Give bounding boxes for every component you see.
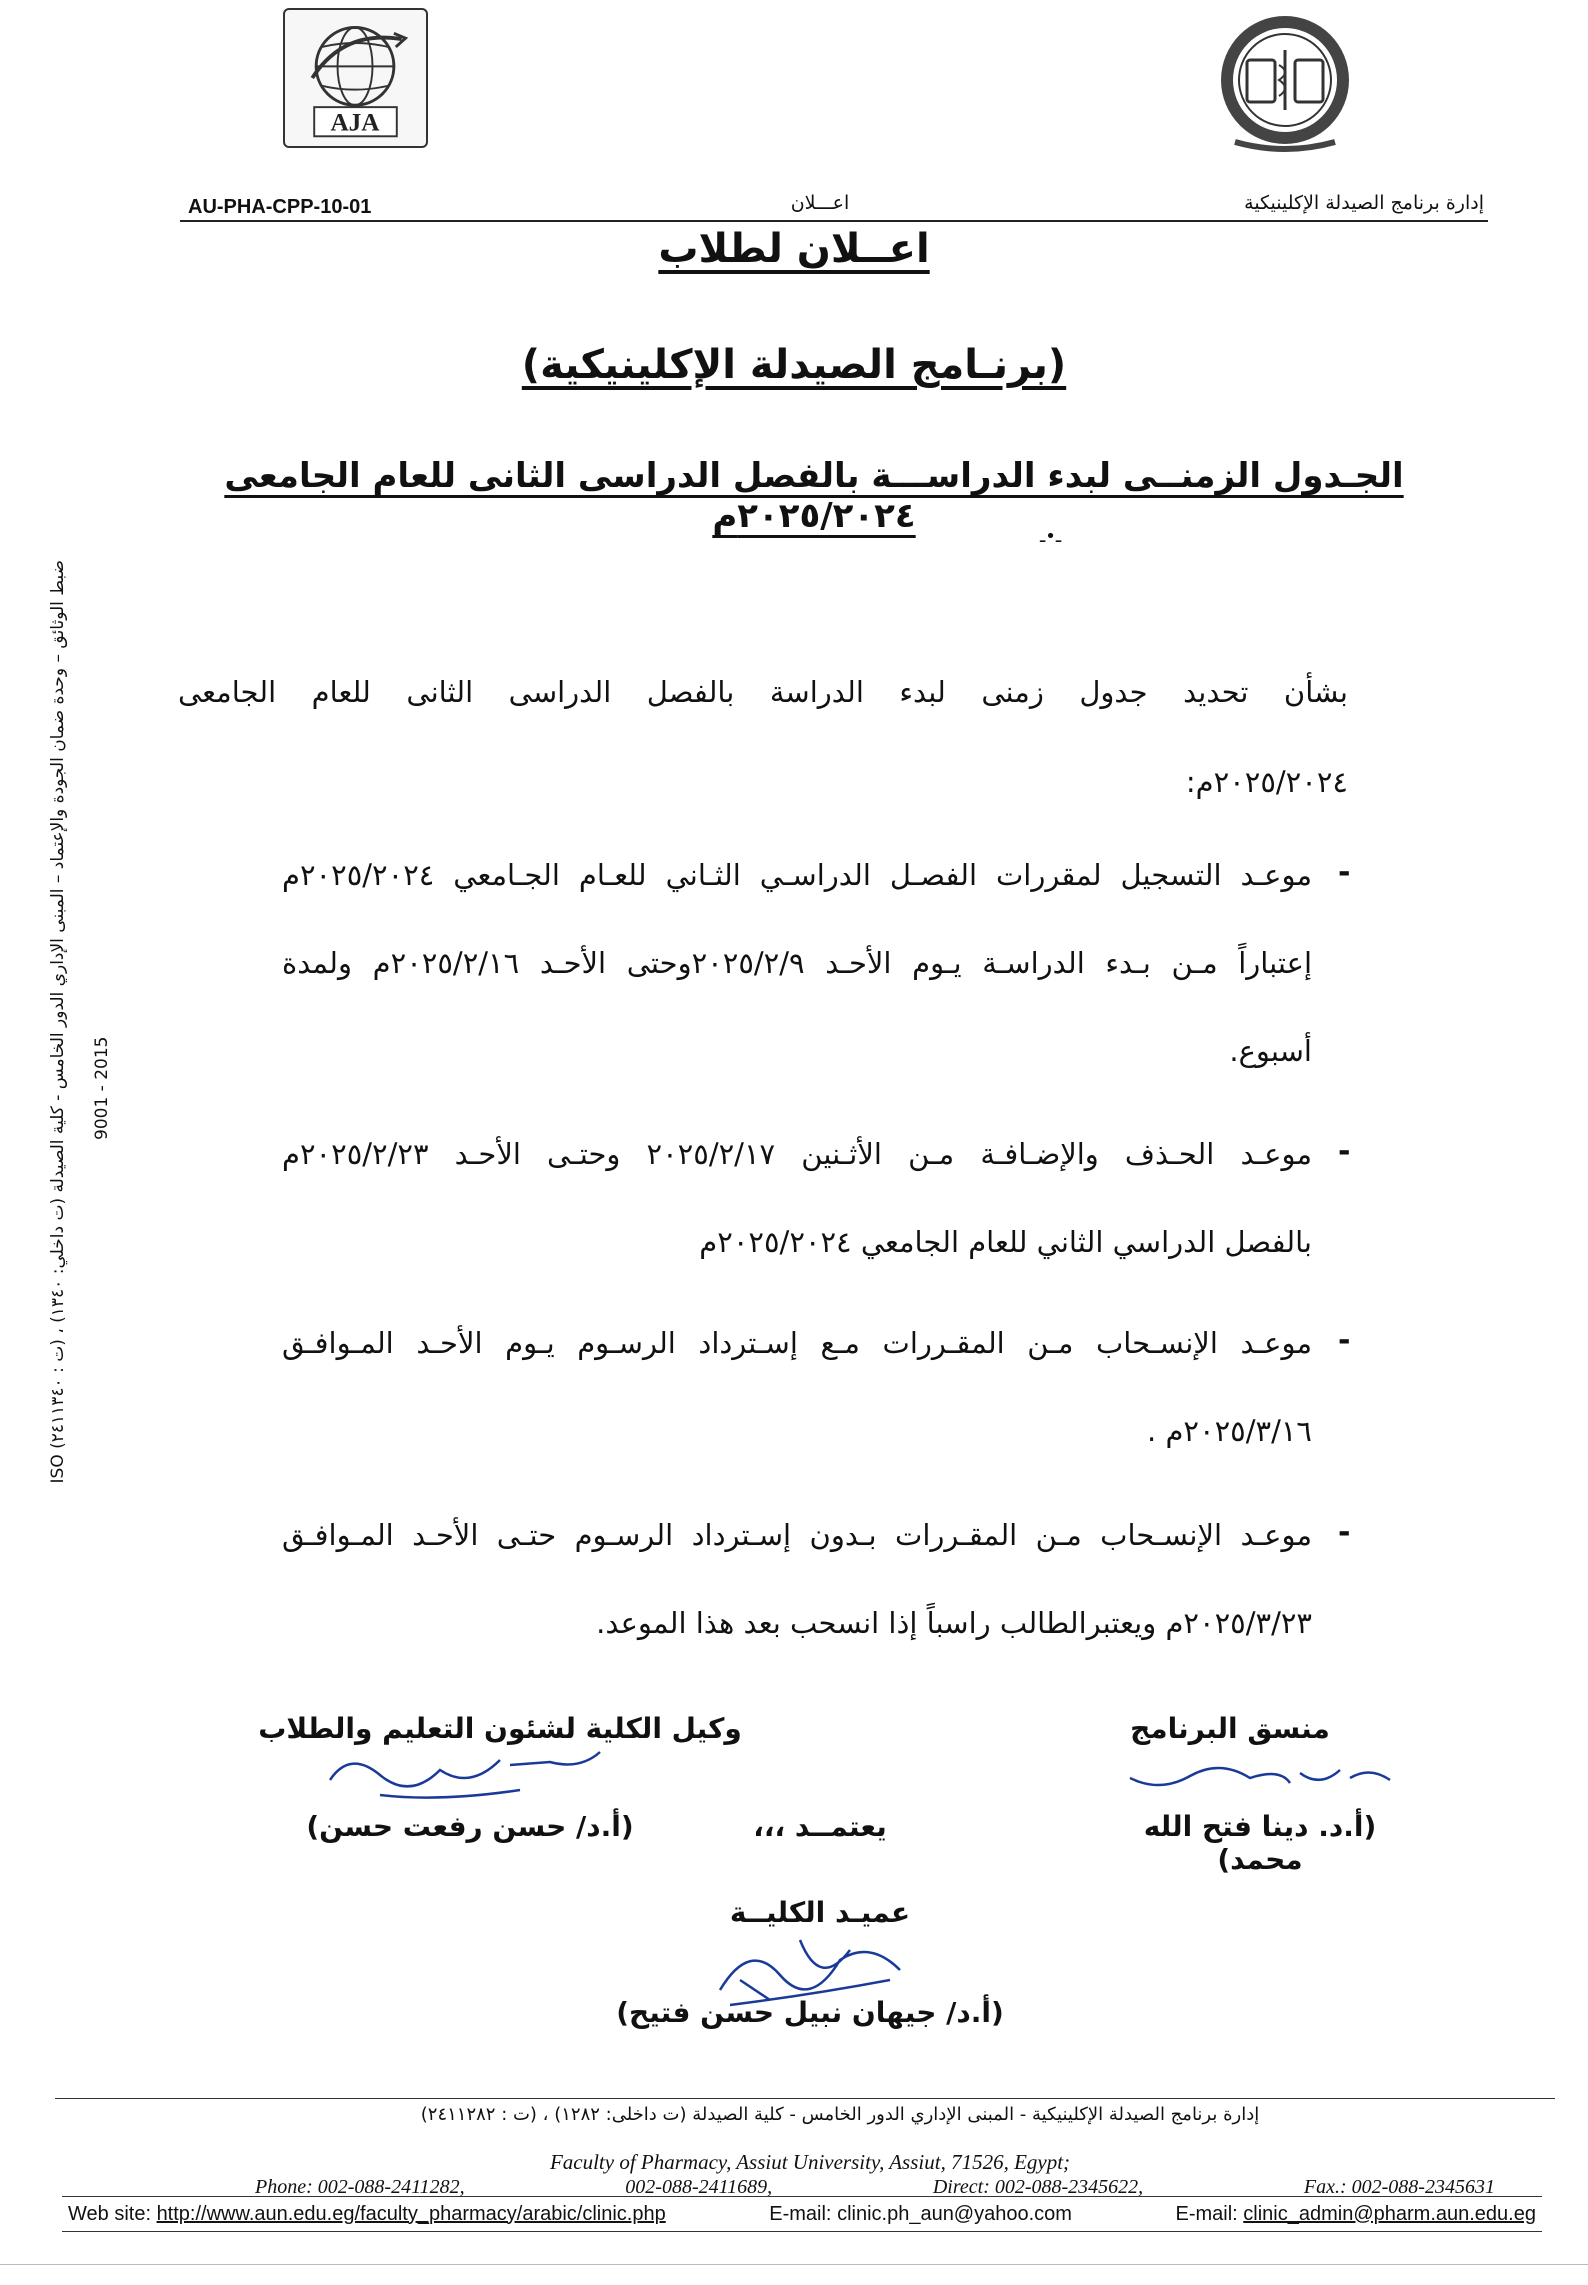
- footer-website: [68, 2203, 666, 2226]
- footer-direct: Direct: 002-088-2345622,: [932, 2176, 1144, 2198]
- footer-email-1: [769, 2203, 1072, 2226]
- footer-email-2: [1175, 2203, 1536, 2226]
- footer-email-1-value[interactable]: clinic.ph_aun@yahoo.com: [837, 2202, 1072, 2225]
- footer-phone-2: 002-088-2411689,: [625, 2176, 773, 2198]
- footer-address: Faculty of Pharmacy, Assiut University, Assiut, 71526, Egypt;: [549, 2150, 1071, 2174]
- dean-name: (أ.د/ جيهان نبيل حسن فتيح): [616, 1996, 1004, 2029]
- vice-dean-name: (أ.د/ حسن رفعت حسن): [306, 1810, 634, 1843]
- intro-line-2: ٢٠٢٥/٢٠٢٤م:: [1185, 765, 1348, 799]
- header-divider: [180, 220, 1488, 222]
- side-stamp-iso: 9001 - 2015: [92, 1036, 112, 1140]
- bullet-2: -: [1338, 1134, 1351, 1169]
- header-announcement-label: اعـــلان: [790, 192, 850, 214]
- dean-title: عميـد الكليــة: [729, 1896, 911, 1929]
- footer-email-2-value[interactable]: clinic_admin@pharm.aun.edu.eg: [1243, 2202, 1536, 2225]
- item-2-line-2: بالفصل الدراسي الثاني للعام الجامعي ٢٠٢٥/٢٠٢٤م: [699, 1225, 1312, 1259]
- program-title: (برنـامج الصيدلة الإكلينيكية): [521, 342, 1067, 388]
- footer-email-2-label: E-mail:: [1175, 2202, 1238, 2225]
- footer-web-link[interactable]: http://www.aun.edu.eg/faculty_pharmacy/arabic/clinic.php: [156, 2202, 666, 2225]
- schedule-title: الجـدول الزمنــى لبدء الدراســـة بالفصل الدراسى الثانى للعام الجامعى ٢٠٢٥/٢٠٢٤م: [224, 456, 1404, 536]
- bullet-4: -: [1338, 1515, 1351, 1550]
- intro-line-1: بشأن تحديد جدول زمنى لبدء الدراسة بالفصل الدراسى الثانى للعام الجامعى: [178, 675, 1348, 709]
- item-2-line-1: موعـد الحـذف والإضـافـة مـن الأثـنين ٢٠٢٥/٢/١٧ وحتـى الأحـد ٢٠٢٥/٢/٢٣م: [282, 1137, 1312, 1171]
- item-4-line-1: موعـد الإنسـحاب مـن المقـررات بـدون إسـترداد الرسـوم حتـى الأحـد المـوافـق: [282, 1518, 1312, 1552]
- approved-label: يعتمــد ،،،: [753, 1810, 887, 1843]
- small-mark: ـ•ـ: [1040, 526, 1062, 547]
- university-seal: [1185, 10, 1385, 170]
- bullet-3: -: [1338, 1323, 1351, 1358]
- item-3-line-2: ٢٠٢٥/٣/١٦م .: [1147, 1414, 1312, 1448]
- coordinator-signature: [1120, 1748, 1400, 1808]
- footer-email-1-label: E-mail:: [769, 2202, 832, 2225]
- aja-logo-text: AJA: [330, 108, 380, 137]
- coordinator-name: (أ.د. دينا فتح الله محمد): [1143, 1810, 1377, 1876]
- item-1-line-1: موعـد التسجيل لمقررات الفصـل الدراسـي الثـاني للعـام الجـامعي ٢٠٢٥/٢٠٢٤م: [282, 858, 1312, 892]
- footer-fax: Fax.: 002-088-2345631: [1303, 2176, 1495, 2198]
- footer-contact-bar: [62, 2196, 1542, 2232]
- footer-divider: [55, 2098, 1555, 2099]
- item-1-line-2: إعتباراً مـن بـدء الدراسـة يـوم الأحـد ٢٠٢٥/٢/٩وحتى الأحـد ٢٠٢٥/٢/١٦م ولمدة: [282, 946, 1313, 980]
- side-stamp: ضبط الوثائق – وحدة ضمان الجودة والإعتماد – المبنى الإداري الدور الخامس - كلية الصيدلة (ت داخلي: ١٣٤٠) ، (ت : ٢٤١١٣٤٠) ISO: [48, 560, 68, 1484]
- bullet-1: -: [1338, 855, 1351, 890]
- footer-web-label: Web site:: [68, 2202, 151, 2225]
- vice-dean-signature: [320, 1740, 620, 1810]
- item-1-line-3: أسبوع.: [1229, 1034, 1312, 1068]
- globe-icon: [285, 10, 426, 146]
- coordinator-title: منسق البرنامج: [1130, 1712, 1330, 1745]
- item-4-line-2: ٢٠٢٥/٣/٢٣م ويعتبرالطالب راسباً إذا انسحب بعد هذا الموعد.: [596, 1606, 1312, 1640]
- header-department: إدارة برنامج الصيدلة الإكلينيكية: [1244, 192, 1484, 214]
- seal-icon: [1185, 10, 1385, 170]
- footer-phone-1: Phone: 002-088-2411282,: [255, 2176, 465, 2198]
- aja-logo: [283, 8, 428, 148]
- footer-arabic-address: إدارة برنامج الصيدلة الإكلينيكية - المبنى الإداري الدور الخامس - كلية الصيدلة (ت داخلى: ١٢٨٢) ، (ت : ٢٤١١٢٨٢): [420, 2104, 1260, 2125]
- document-code: AU-PHA-CPP-10-01: [188, 196, 372, 218]
- bottom-edge-line: [0, 2264, 1588, 2265]
- vice-dean-title: وكيل الكلية لشئون التعليم والطلاب: [258, 1712, 742, 1745]
- announcement-title: اعــلان لطلاب: [658, 226, 930, 272]
- item-3-line-1: موعـد الإنسـحاب مـن المقـررات مـع إسـترداد الرسـوم يـوم الأحـد المـوافـق: [282, 1326, 1312, 1360]
